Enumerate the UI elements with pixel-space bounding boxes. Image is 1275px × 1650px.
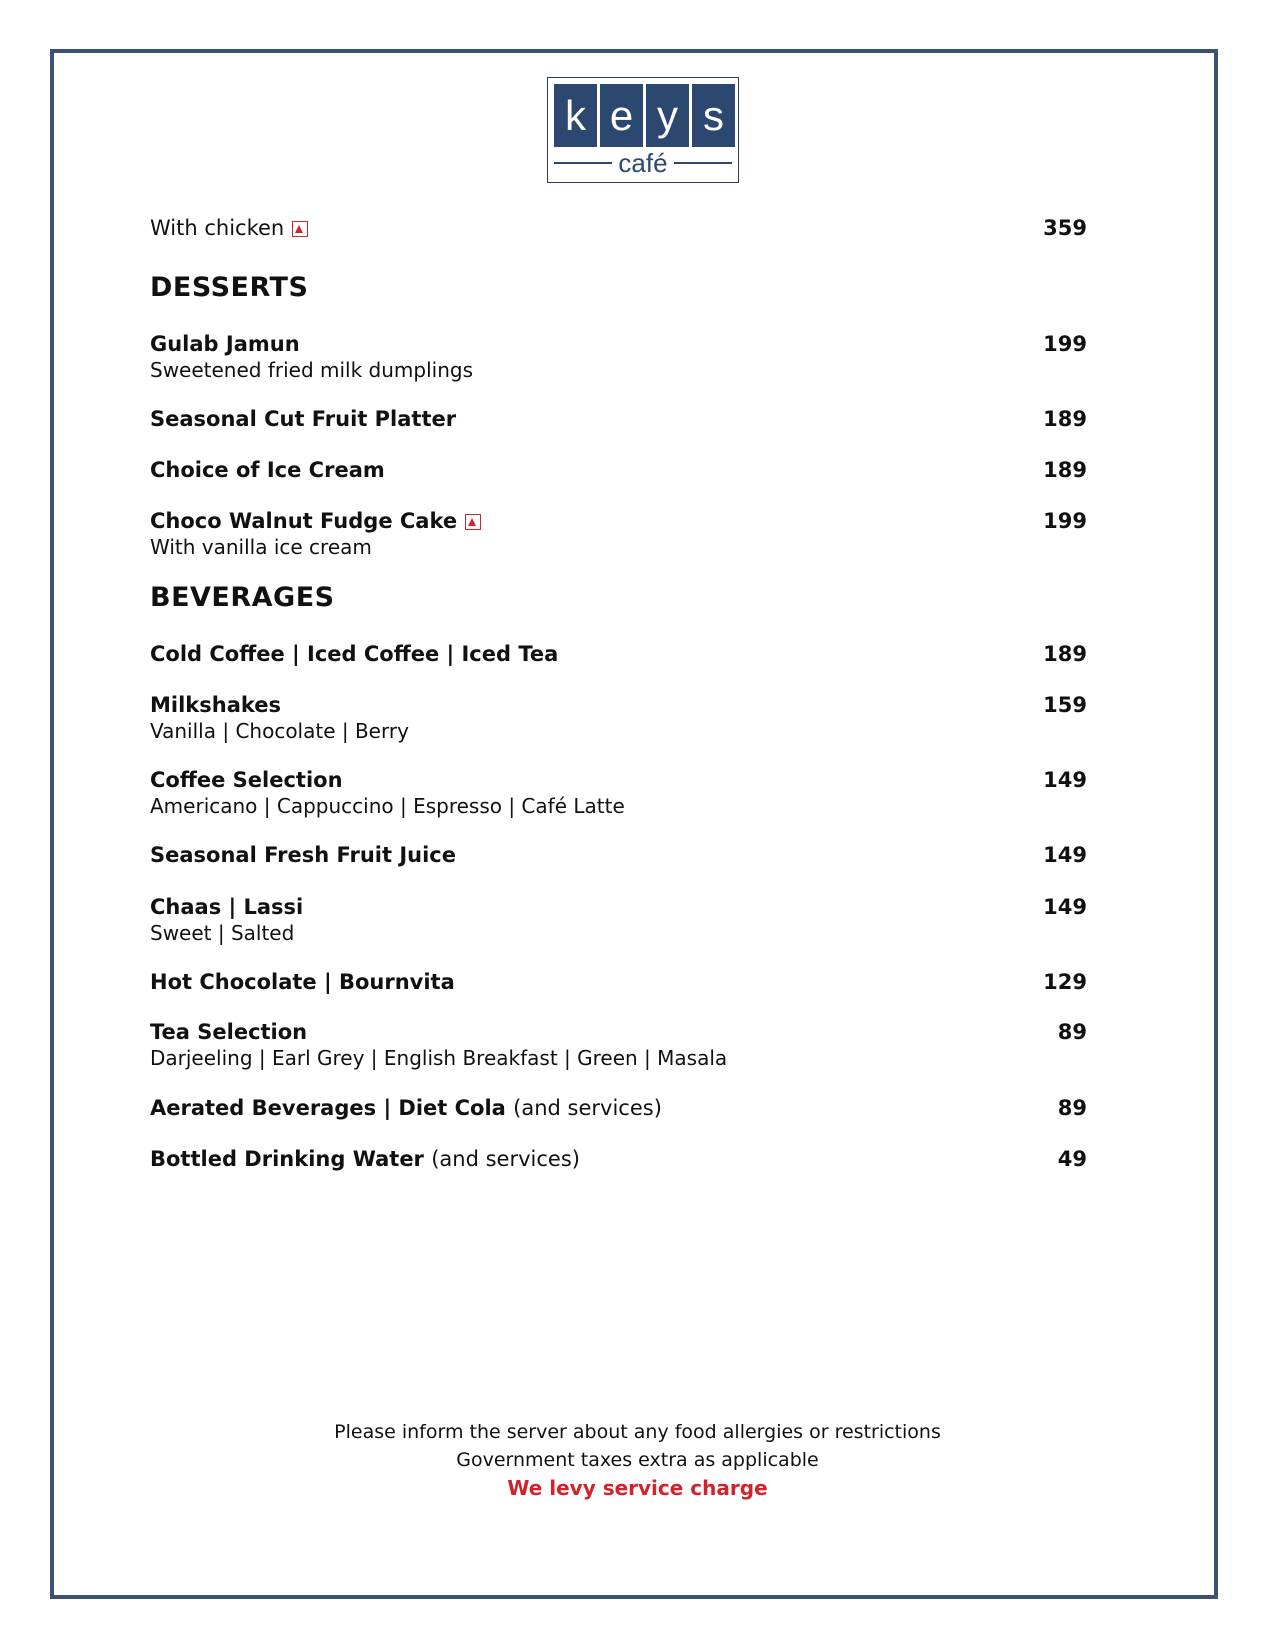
item-price: 189 [1043, 458, 1087, 482]
logo-tiles [554, 84, 735, 147]
item-name: Hot Chocolate | Bournvita [150, 970, 455, 994]
logo-tile-y: y [646, 84, 689, 147]
item-name: Coffee Selection [150, 768, 343, 792]
item-price: 199 [1043, 509, 1087, 533]
menu-item [150, 1094, 1087, 1122]
item-description: Sweetened fried milk dumplings [150, 358, 474, 382]
service-charge-notice: We levy service charge [507, 1476, 768, 1500]
item-description: Americano | Cappuccino | Espresso | Café Latte [150, 794, 625, 818]
menu-item [150, 893, 1087, 946]
item-name: Choice of Ice Cream [150, 458, 385, 482]
item-price: 89 [1057, 1020, 1087, 1044]
menu-item [150, 691, 1087, 744]
menu-item [150, 640, 1087, 668]
logo-rule-left [554, 162, 612, 164]
nonveg-icon [292, 221, 308, 237]
section-heading-desserts: DESSERTS [150, 272, 309, 303]
menu-item [150, 405, 1087, 433]
nonveg-icon [465, 514, 481, 530]
menu-item [150, 456, 1087, 484]
keys-cafe-logo [547, 77, 739, 183]
footer-notes [0, 1418, 1275, 1502]
menu-item [150, 841, 1087, 869]
item-price: 159 [1043, 693, 1087, 717]
item-note: (and services) [513, 1096, 662, 1120]
item-name: Tea Selection [150, 1020, 308, 1044]
item-name: With chicken [150, 216, 285, 240]
menu-item [150, 1145, 1087, 1173]
item-name: Gulab Jamun [150, 332, 300, 356]
item-price: 129 [1043, 970, 1087, 994]
item-note: (and services) [431, 1147, 580, 1171]
item-name: Seasonal Cut Fruit Platter [150, 407, 457, 431]
menu-item [150, 1018, 1087, 1071]
item-name: Bottled Drinking Water [150, 1147, 424, 1171]
logo-tile-k: k [554, 84, 597, 147]
item-price: 359 [1043, 216, 1087, 240]
menu-item [150, 214, 1087, 242]
item-price: 189 [1043, 407, 1087, 431]
item-description: Vanilla | Chocolate | Berry [150, 719, 409, 743]
tax-notice: Government taxes extra as applicable [456, 1449, 819, 1471]
item-name: Aerated Beverages | Diet Cola [150, 1096, 506, 1120]
item-name: Milkshakes [150, 693, 282, 717]
logo-tile-s: s [692, 84, 735, 147]
item-price: 149 [1043, 843, 1087, 867]
item-name: Chaas | Lassi [150, 895, 304, 919]
logo-tile-e: e [600, 84, 643, 147]
item-price: 189 [1043, 642, 1087, 666]
item-price: 149 [1043, 768, 1087, 792]
item-description: Darjeeling | Earl Grey | English Breakfast | Green | Masala [150, 1046, 728, 1070]
item-price: 89 [1057, 1096, 1087, 1120]
logo-rule-right [674, 162, 732, 164]
section-heading-beverages: BEVERAGES [150, 582, 335, 613]
item-name: Cold Coffee | Iced Coffee | Iced Tea [150, 642, 559, 666]
item-name: Choco Walnut Fudge Cake [150, 509, 458, 533]
item-price: 199 [1043, 332, 1087, 356]
item-price: 49 [1057, 1147, 1087, 1171]
logo-subtitle: café [618, 148, 668, 178]
menu-item [150, 330, 1087, 383]
item-price: 149 [1043, 895, 1087, 919]
menu-item [150, 766, 1087, 819]
logo-subtitle-row [554, 150, 732, 176]
allergy-notice: Please inform the server about any food allergies or restrictions [334, 1421, 941, 1443]
menu-item [150, 507, 1087, 560]
item-description: Sweet | Salted [150, 921, 295, 945]
menu-item [150, 968, 1087, 996]
item-description: With vanilla ice cream [150, 535, 372, 559]
item-name: Seasonal Fresh Fruit Juice [150, 843, 456, 867]
